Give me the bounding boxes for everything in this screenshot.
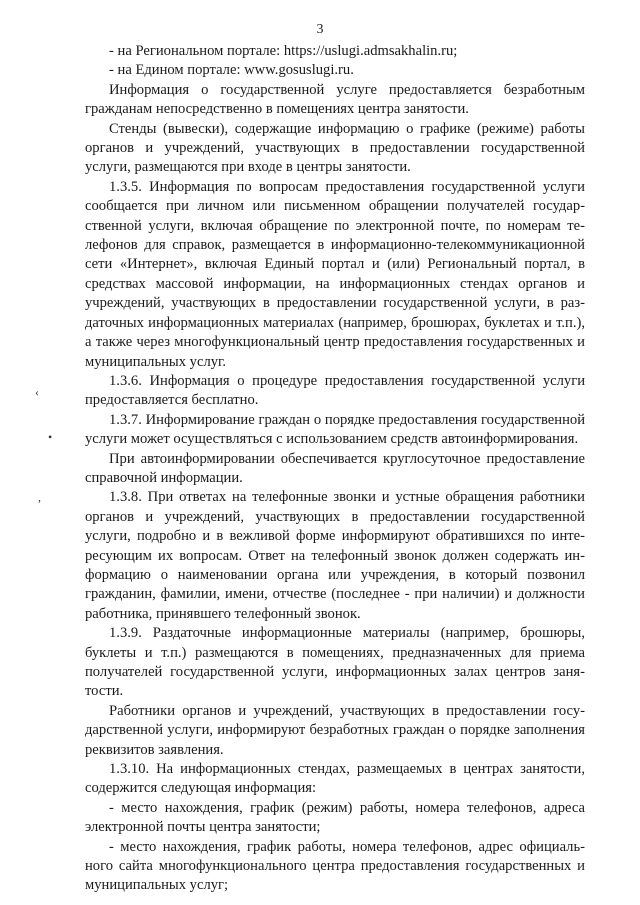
- paragraph: 1.3.7. Информирование граждан о порядке предоставления государственной услуги может осуществляться с использованием средств автоинформирования.: [85, 411, 585, 448]
- paragraph: 1.3.10. На информационных стендах, размещаемых в центрах занятости, содержится следующая информация:: [85, 761, 585, 797]
- paragraph: Стенды (вывески), содержащие информацию о графике (режиме) работы органов и учреждений, участвующих в предоставлении государственной услуги, размещаются при входе в центры занятости.: [85, 120, 585, 176]
- scan-mark: •: [48, 430, 53, 444]
- document-body: [85, 42, 585, 896]
- scan-mark: ‹: [35, 385, 39, 399]
- paragraph: - место нахождения, график работы, номера телефонов, адрес официального сайта многофункционального центра предоставления государственных и муниципальных услуг;: [85, 838, 585, 894]
- paragraph: - на Региональном портале: https://uslugi.admsakhalin.ru;: [109, 43, 458, 59]
- page-number: 3: [316, 22, 324, 37]
- paragraph: - место нахождения, график (режим) работы, номера телефонов, адреса электронной почты центра занятости;: [85, 799, 585, 836]
- scan-mark: ,: [38, 490, 41, 504]
- paragraph: 1.3.6. Информация о процедуре предоставления государственной услуги предоставляется бесплатно.: [85, 372, 585, 409]
- paragraph: Работники органов и учреждений, участвующих в предоставлении государственной услуги, информируют безработных граждан о порядке заполнения реквизитов заявления.: [85, 702, 585, 758]
- paragraph: Информация о государственной услуге предоставляется безработным гражданам непосредственно в помещениях центра занятости.: [85, 81, 585, 118]
- paragraph: 1.3.9. Раздаточные информационные материалы (например, брошюры, буклеты и т.п.) размещаются в помещениях, предназначенных для приема получателей государственной услуги, информационных залах центров занятости.: [85, 625, 585, 700]
- paragraph: При автоинформировании обеспечивается круглосуточное предоставление справочной информации.: [85, 450, 585, 486]
- paragraph: 1.3.8. При ответах на телефонные звонки и устные обращения работники органов и учреждений, участвующих в предоставлении государственной услуги, подробно и в вежливой форме информируют обратившихся по интересующим их вопросам. Ответ на телефонный звонок должен содержать информацию о наименовании органа или учреждения, в который позвонил гражданин, фамилии, имени, отчестве (последнее - при наличии) и должности работника, принявшего телефонный звонок.: [85, 489, 585, 622]
- paragraph: - на Едином портале: www.gosuslugi.ru.: [109, 62, 354, 79]
- paragraph: 1.3.5. Информация по вопросам предоставления государственной услуги сообщается при личном или письменном обращении получателей государственной услуги, включая обращение по электронной почте, по номерам телефонов для справок, размещается в информационно-телекоммуникационной сети «Интернет», включая Единый портал и (или) Региональный портал, в средствах массовой информации, на информационных стендах органов и учреждений, участвующих в предоставлении государственной услуги, в раздаточных информационных материалах (например, брошюрах, буклетах и т.п.), а также через многофункциональный центр предоставления государственных и муниципальных услуг.: [85, 178, 585, 370]
